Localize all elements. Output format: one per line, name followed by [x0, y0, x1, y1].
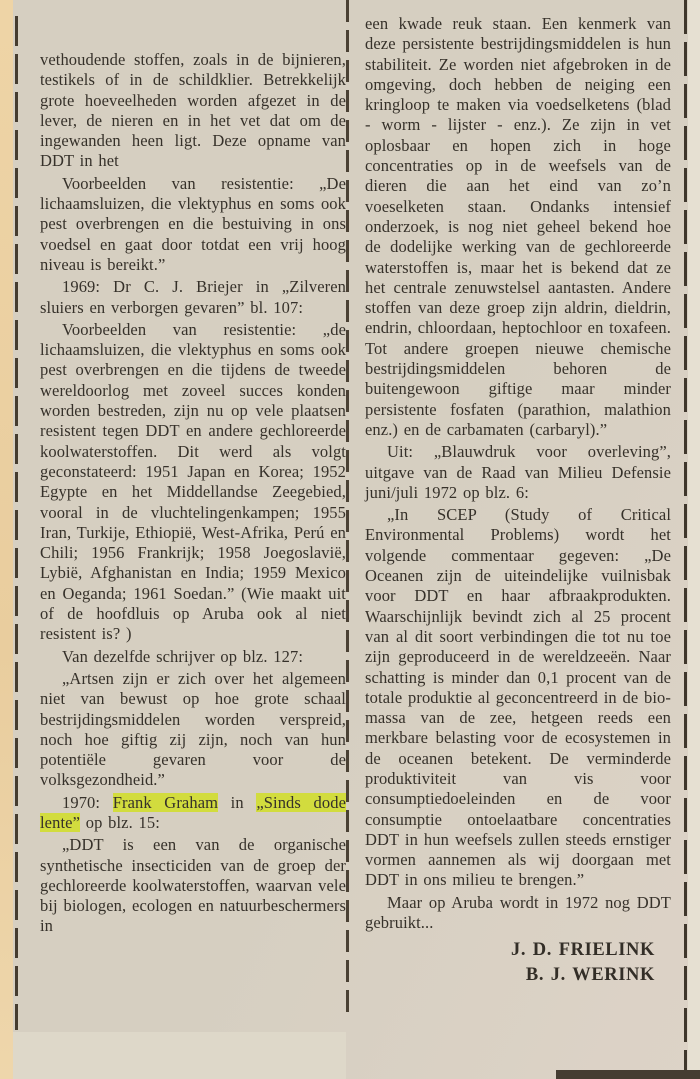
paragraph-text: Voorbeelden van resistentie: „De lichaamsluizen, die vlektyphus en soms ook pest overbrengen en die bestuiving in ons voedsel en gaat door totdat een vrij hoog niveau is bereikt.” [40, 173, 346, 274]
paragraph-text: „Artsen zijn er zich over het algemeen niet van bewust op hoe grote schaal bestrijdingsmiddelen worden verspreid, noch hoe giftig zij zijn, noch van hun potentiële gevaren voor de volksgezondheid.” [40, 668, 346, 790]
signature-name: J. D. FRIELINK [511, 940, 655, 961]
paper-edge-left [0, 0, 13, 1079]
blank-paper-area [13, 1032, 346, 1079]
paragraph-text: Maar op Aruba wordt in 1972 nog DDT gebruikt... [365, 892, 671, 933]
column-divider-rule [346, 0, 349, 1012]
highlighted-text: „Sinds dode lente” [40, 792, 347, 832]
article-left-column [40, 50, 346, 937]
paragraph [365, 893, 671, 934]
paragraph [40, 835, 346, 936]
paragraph [40, 174, 346, 275]
paragraph-text: Uit: „Blauwdruk voor overleving”, uitgave van de Raad van Milieu Defensie juni/juli 1972 op blz. 6: [365, 442, 671, 502]
scan-edge-shadow [556, 1070, 700, 1079]
left-column-rule [15, 16, 18, 1030]
paragraph [365, 14, 671, 440]
highlighted-text: Frank Graham [112, 792, 219, 812]
paragraph-text: „DDT is een van de organische synthetische insecticiden van de groep der gechloreerde koolwaterstoffen, waarvan vele bij biologen, ecologen en natuurbeschermers in [40, 835, 346, 936]
signature-block [365, 938, 671, 988]
paragraph-text: in [218, 792, 257, 812]
paragraph [365, 442, 671, 503]
paragraph-text: Voorbeelden van resistentie: „de lichaamsluizen, die vlektyphus en soms ook pest overbrengen en die tijdens de tweede wereldoorlog met zoveel succes konden worden bestreden, zijn nu op vele plaatsen resistent tegen DDT en andere gechloreerde koolwaterstoffen. Dit werd als volgt geconstateerd: 1951 Japan en Korea; 1952 Egypte en het Middellandse Zeegebied, vooral in de vluchtelingenkampen; 1955 Iran, Turkije, Ethiopië, West-Afrika, Perú en Chili; 1956 Frankrijk; 1958 Joegoslavië, Lybië, Afghanistan en India; 1959 Mexico en Oeganda; 1961 Soedan.” (Wie maakt uit of de hoofdluis op Aruba ook al niet resistent is? ) [40, 319, 346, 644]
paragraph [40, 669, 346, 791]
paragraph [40, 647, 346, 667]
paragraph-text: op blz. 15: [80, 812, 160, 832]
paragraph-text: een kwade reuk staan. Een kenmerk van deze persistente bestrijdingsmiddelen is hun stabiliteit. Ze worden niet afgebroken in de omgeving, doch hebben de neiging een kringloop te maken via voedselketens (blad - worm - lijster - enz.). Ze zijn in vet oplosbaar en hopen zich in hoge concentraties op in de weefsels van de dieren die aan het eind van zo’n voeselketen staan. Ondanks intensief onderzoek, is nog niet geheel bekend hoe de dodelijke werking van de gechloreerde waterstoffen is, maar het is bekend dat ze het centrale zenuwstelsel aantasten. Andere stoffen van deze groep zijn aldrin, dieldrin, endrin, chloordaan, heptochloor en toxafeen. Tot andere groepen nieuwe chemische bestrijdingsmiddelen behoren de buitengewoon giftige maar minder persistente fosfaten (parathion, malathion enz.) en de carbamaten (carbaryl).” [365, 14, 671, 439]
paragraph [40, 277, 346, 318]
right-column-rule [684, 0, 687, 1079]
paragraph-text: 1969: Dr C. J. Briejer in „Zilveren sluiers en verborgen gevaren” bl. 107: [40, 277, 346, 317]
paper-edge-right [688, 0, 700, 1079]
paragraph-text: vethoudende stoffen, zoals in de bijnieren, testikels of in de schildklier. Betrekkelijk grote hoeveelheden worden afgezet in de lever, de nieren en in het vet dat om de ingewanden heen ligt. Deze opname van DDT in het [40, 50, 346, 171]
paragraph [40, 50, 346, 172]
paragraph-text: „In SCEP (Study of Critical Environmental Problems) wordt het volgende commentaar gegeven: „De Oceanen zijn de uiteindelijke vuilnisbak voor DDT en haar afbraakprodukten. Waarschijnlijk bevindt zich al 25 procent van al dit soort verbindingen die tot nu toe zijn geproduceerd in de wereldzeeën. Naar schatting is minder dan 0,1 procent van de totale produktie al geconcentreerd in de bio-massa van de zee, hetgeen reeds een merkbare belasting voor de ecosystemen in de oceanen betekent. De verminderde produktiviteit van vis voor consumptiedoeleinden en de voor consumptie ontoelaatbare concentraties DDT in hun weefsels zullen steeds ernstiger vormen aannemen als wij doorgaan met DDT in ons milieu te brengen.” [365, 505, 671, 890]
paragraph [365, 505, 671, 891]
paragraph-text: Van dezelfde schrijver op blz. 127: [62, 646, 304, 666]
article-right-column [365, 14, 671, 988]
paragraph-text: 1970: [62, 792, 113, 812]
paragraph [40, 320, 346, 645]
paragraph [40, 793, 346, 834]
signature-name: B. J. WERINK [525, 965, 655, 986]
